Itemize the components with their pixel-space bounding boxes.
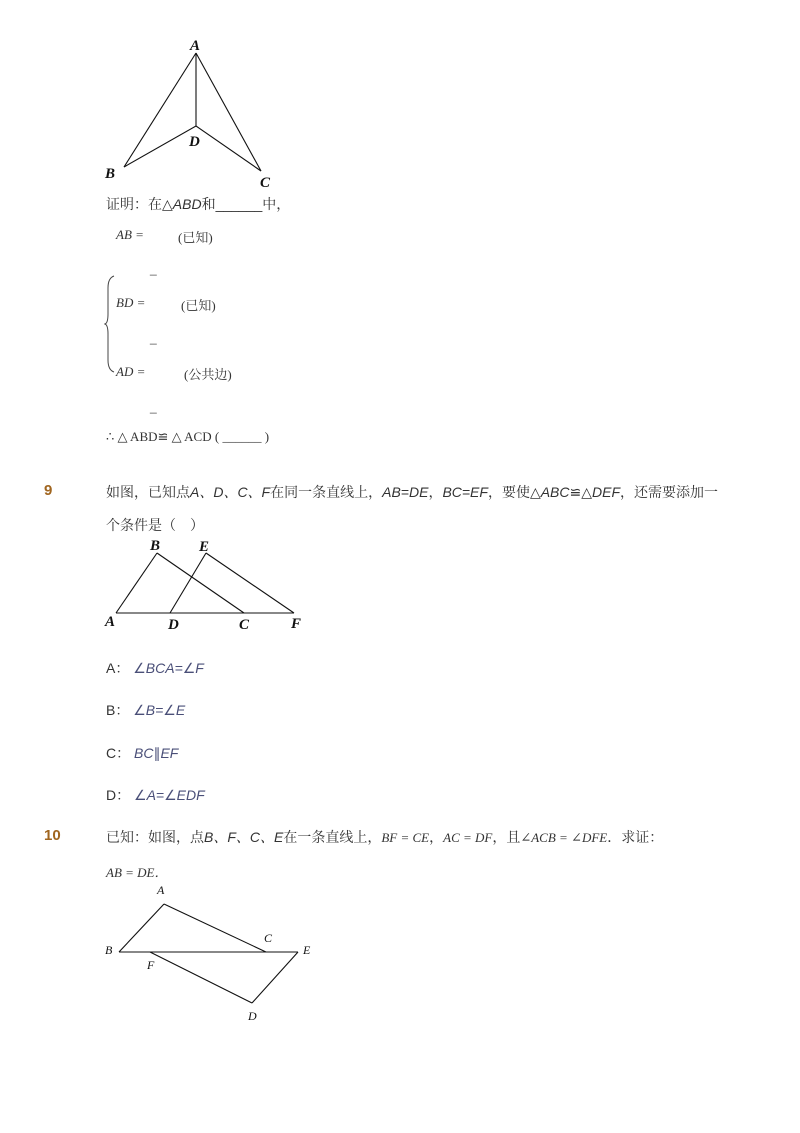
q10-label-a: A xyxy=(157,883,165,897)
q10-text-a: 已知：如图，点 xyxy=(106,829,204,845)
proof-dash-2: _ xyxy=(150,331,157,345)
q10-text-b: 在一条直线上， xyxy=(283,829,382,845)
option-c-key: C： xyxy=(106,745,131,761)
proof-row1-left: AB = xyxy=(116,227,144,242)
q9-cond-2: BC=EF xyxy=(442,484,488,500)
option-d[interactable] xyxy=(106,785,205,805)
q9-label-e: E xyxy=(199,539,210,555)
q9-text-b: 在同一条直线上， xyxy=(270,484,383,500)
option-c-value: BC∥EF xyxy=(134,745,179,761)
point-label-b: B xyxy=(105,166,116,182)
proof-intro-triangle: △ABD xyxy=(162,196,202,212)
question-9-line1 xyxy=(106,482,718,502)
option-a-key: A： xyxy=(106,660,130,676)
proof-intro-suffix: 中， xyxy=(262,196,291,212)
proof-intro-and: 和 xyxy=(201,196,216,212)
q10-label-b: B xyxy=(105,943,113,957)
option-c[interactable] xyxy=(106,743,178,763)
q10-cond-1: BF = CE xyxy=(381,830,430,845)
proof-intro-prefix: 证明：在 xyxy=(106,196,162,212)
option-a-value: ∠BCA=∠F xyxy=(133,660,204,676)
proof-conclusion: ∴ △ ABD≌ △ ACD ( ______ ) xyxy=(106,429,270,444)
q10-text-g: ．求证： xyxy=(607,829,664,845)
option-d-key: D： xyxy=(106,787,131,803)
figure-q10 xyxy=(100,880,330,1025)
q10-cond-2: AC = DF xyxy=(443,830,493,845)
option-d-value: ∠A=∠EDF xyxy=(134,787,205,803)
proof-intro-blank: ______ xyxy=(215,196,263,212)
q9-text-f: ，还需要添加一 xyxy=(620,484,719,500)
proof-dash-3: _ xyxy=(150,400,157,414)
proof-row3-reason: (公共边) xyxy=(184,367,232,382)
proof-row2-reason: (已知) xyxy=(181,298,216,313)
option-a[interactable] xyxy=(106,658,204,678)
proof-row1-reason: (已知) xyxy=(178,230,213,245)
question-9-line2: 个条件是（ ） xyxy=(106,517,204,533)
question-number-10: 10 xyxy=(44,827,61,844)
q9-congruence: △ABC≌△DEF xyxy=(529,484,621,500)
q10-sep: ， xyxy=(429,829,444,845)
figure-q9 xyxy=(100,535,310,635)
q9-label-f: F xyxy=(291,616,302,632)
option-b-value: ∠B=∠E xyxy=(133,702,186,718)
question-10-line1 xyxy=(106,827,663,847)
point-label-d: D xyxy=(189,134,200,150)
proof-row3-left: AD = xyxy=(116,364,146,379)
q9-label-c: C xyxy=(239,617,250,633)
q9-text-a: 如图，已知点 xyxy=(106,484,190,500)
q9-sep: ， xyxy=(428,484,443,500)
proof-intro xyxy=(106,194,290,214)
q9-label-b: B xyxy=(150,538,161,554)
q10-points: B、F、C、E xyxy=(204,829,284,845)
question-number-9: 9 xyxy=(44,482,53,499)
proof-dash-1: _ xyxy=(150,262,157,276)
q10-cond-3: ∠ACB = ∠DFE xyxy=(520,830,608,845)
q10-label-f: F xyxy=(147,958,155,972)
q9-cond-1: AB=DE xyxy=(382,484,429,500)
q9-text-d: ，要使 xyxy=(487,484,530,500)
point-label-a: A xyxy=(190,38,201,54)
q10-label-d: D xyxy=(248,1009,257,1023)
option-b[interactable] xyxy=(106,700,185,720)
proof-row2-left: BD = xyxy=(116,295,146,310)
q10-label-c: C xyxy=(264,931,273,945)
point-label-c: C xyxy=(260,175,271,190)
q10-label-e: E xyxy=(303,943,311,957)
question-10-line2: AB = DE． xyxy=(106,865,168,880)
q9-points: A、D、C、F xyxy=(190,484,271,500)
q9-label-d: D xyxy=(168,617,179,633)
option-b-key: B： xyxy=(106,702,130,718)
proof-brace xyxy=(104,274,116,374)
q9-label-a: A xyxy=(105,614,116,630)
q10-text-e: ，且 xyxy=(492,829,521,845)
figure-triangle-abd-acd xyxy=(100,35,290,190)
